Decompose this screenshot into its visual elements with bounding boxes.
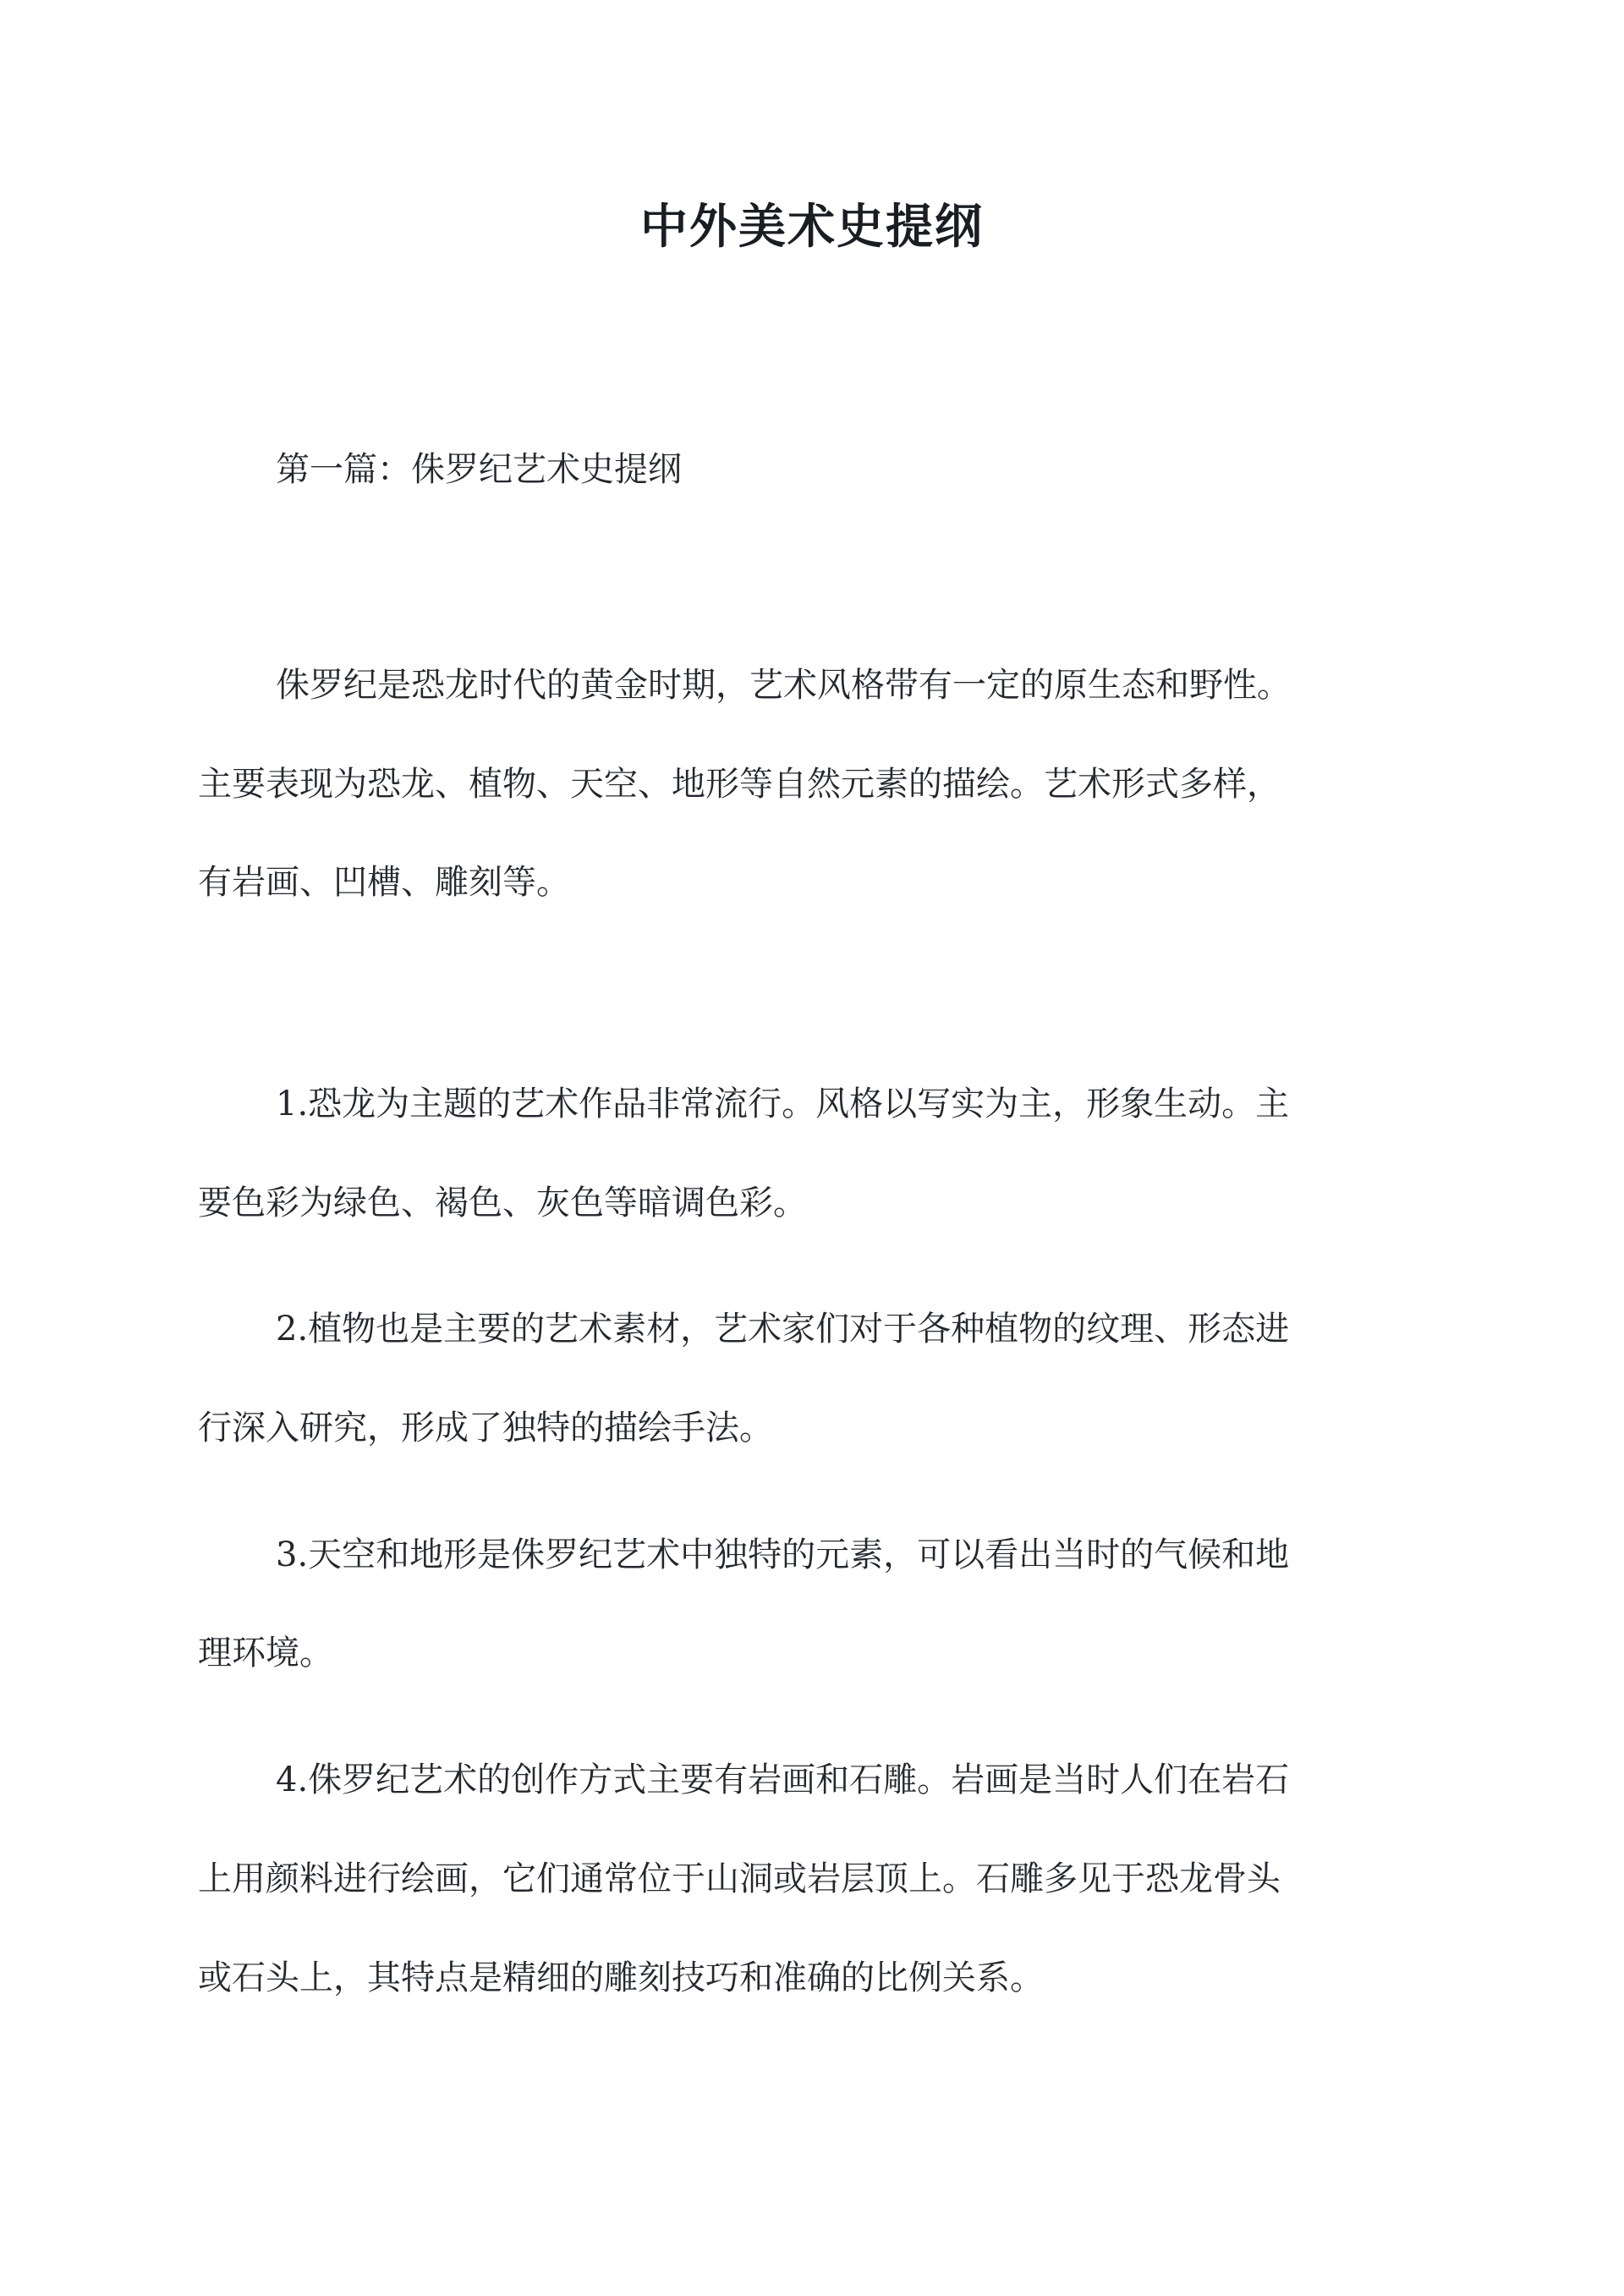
point-2-line-1: 2.植物也是主要的艺术素材，艺术家们对于各种植物的纹理、形态进 (276, 1310, 1290, 1348)
intro-line-1: 侏罗纪是恐龙时代的黄金时期，艺术风格带有一定的原生态和野性。 (276, 666, 1291, 705)
section-heading: 第一篇：侏罗纪艺术史提纲 (276, 450, 682, 489)
point-4-line-3: 或石头上，其特点是精细的雕刻技巧和准确的比例关系。 (198, 1958, 1044, 1997)
point-4-line-1: 4.侏罗纪艺术的创作方式主要有岩画和石雕。岩画是当时人们在岩石 (276, 1760, 1290, 1799)
point-2-line-2: 行深入研究，形成了独特的描绘手法。 (198, 1409, 773, 1447)
intro-line-3: 有岩画、凹槽、雕刻等。 (198, 863, 570, 902)
point-4-line-2: 上用颜料进行绘画，它们通常位于山洞或岩层顶上。石雕多见于恐龙骨头 (198, 1859, 1281, 1898)
intro-line-2: 主要表现为恐龙、植物、天空、地形等自然元素的描绘。艺术形式多样， (198, 765, 1281, 804)
point-1-line-1: 1.恐龙为主题的艺术作品非常流行。风格以写实为主，形象生动。主 (276, 1085, 1290, 1123)
point-3-line-2: 理环境。 (198, 1634, 333, 1673)
point-1-line-2: 要色彩为绿色、褐色、灰色等暗调色彩。 (198, 1184, 807, 1222)
point-3-line-1: 3.天空和地形是侏罗纪艺术中独特的元素，可以看出当时的气候和地 (276, 1535, 1290, 1574)
page-title: 中外美术史提纲 (640, 199, 984, 255)
